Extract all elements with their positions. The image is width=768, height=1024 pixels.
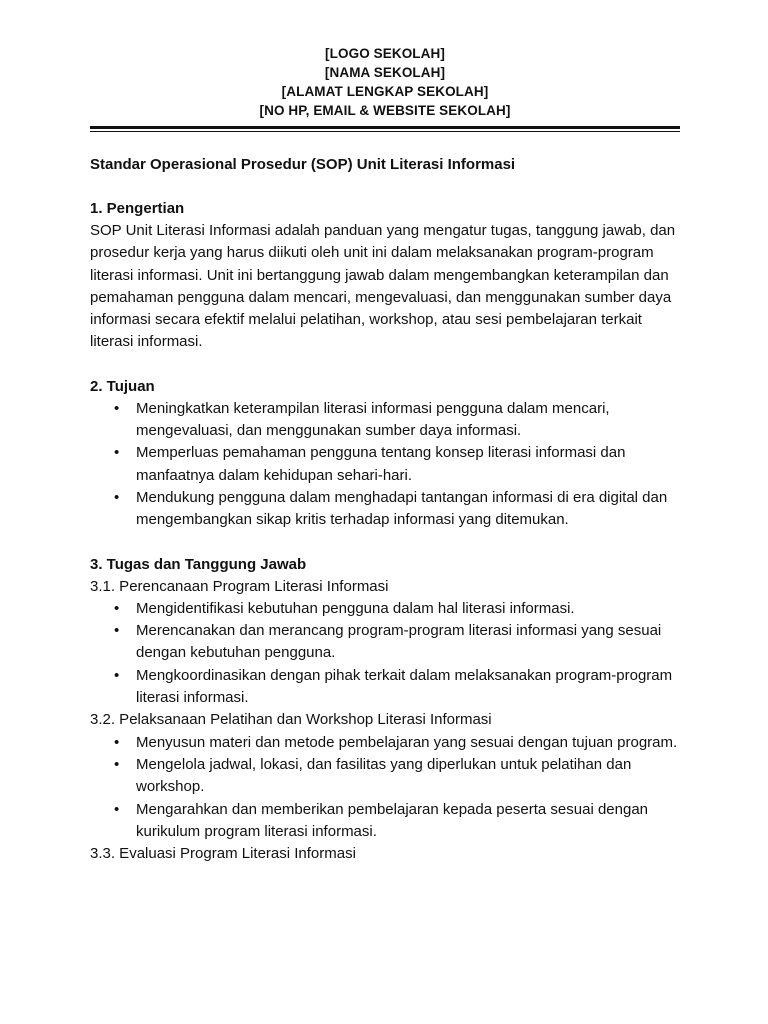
bullet-icon: • <box>114 399 120 417</box>
list-item-text: Menyusun materi dan metode pembelajaran yang sesuai dengan tujuan program. <box>136 733 678 751</box>
list-item-text: Merencanakan dan merancang program-program literasi informasi yang sesuai dengan kebutuhan pengguna. <box>136 622 662 662</box>
spacer <box>90 354 680 376</box>
bullet-icon: • <box>114 755 120 773</box>
letterhead-divider <box>90 126 680 132</box>
school-logo-placeholder: [LOGO SEKOLAH] <box>325 46 445 61</box>
bullet-list <box>90 732 680 843</box>
school-contact: [NO HP, EMAIL & WEBSITE SEKOLAH] <box>259 103 511 118</box>
list-item-text: Mengkoordinasikan dengan pihak terkait dalam melaksanakan program-program literasi informasi. <box>136 666 673 707</box>
list-item-text: Mengelola jadwal, lokasi, dan fasilitas yang diperlukan untuk pelatihan dan workshop. <box>136 755 632 796</box>
list-item <box>90 442 680 487</box>
bullet-icon: • <box>114 599 120 617</box>
letterhead <box>90 44 680 132</box>
list-item-text: Meningkatkan keterampilan literasi informasi pengguna dalam mencari, mengevaluasi, dan menggunakan sumber daya informasi. <box>136 399 610 440</box>
spacer <box>90 532 680 554</box>
section-heading: 3. Tugas dan Tanggung Jawab <box>90 555 307 573</box>
school-name: [NAMA SEKOLAH] <box>324 65 446 80</box>
list-item <box>90 398 680 443</box>
bullet-icon: • <box>114 666 120 684</box>
section-body: SOP Unit Literasi Informasi adalah panduan yang mengatur tugas, tanggung jawab, dan prosedur kerja yang harus diikuti oleh unit ini dalam melaksanakan program-program literasi informasi. Unit ini bertanggung jawab dalam mengembangkan keterampilan dan pemahaman pengguna dalam mencari, mengevaluasi, dan menggunakan sumber daya informasi secara efektif melalui pelatihan, workshop, atau sesi pembelajaran terkait literasi informasi. <box>90 222 676 351</box>
bullet-icon: • <box>114 800 120 818</box>
subsection-heading: 3.1. Perencanaan Program Literasi Informasi <box>90 577 389 595</box>
bullet-icon: • <box>114 488 120 506</box>
list-item <box>90 754 680 799</box>
list-item <box>90 620 680 665</box>
subsection-heading: 3.3. Evaluasi Program Literasi Informasi <box>90 845 356 863</box>
subsection-heading: 3.2. Pelaksanaan Pelatihan dan Workshop Literasi Informasi <box>90 711 492 729</box>
section-heading: 1. Pengertian <box>90 200 185 217</box>
spacer <box>90 176 680 198</box>
section-tugas <box>90 554 680 866</box>
bullet-list <box>90 398 680 532</box>
document-page <box>90 44 680 865</box>
list-item-text: Mendukung pengguna dalam menghadapi tantangan informasi di era digital dan mengembangkan sikap kritis terhadap informasi yang ditemukan. <box>136 488 668 529</box>
bullet-icon: • <box>114 733 120 751</box>
document-title: Standar Operasional Prosedur (SOP) Unit Literasi Informasi <box>90 156 516 173</box>
bullet-icon: • <box>114 622 120 640</box>
bullet-list <box>90 598 680 709</box>
list-item-text: Mengarahkan dan memberikan pembelajaran kepada peserta sesuai dengan kurikulum program literasi informasi. <box>136 800 649 840</box>
section-tujuan <box>90 376 680 532</box>
list-item <box>90 665 680 710</box>
bullet-icon: • <box>114 444 120 462</box>
school-address: [ALAMAT LENGKAP SEKOLAH] <box>281 84 489 99</box>
section-heading: 2. Tujuan <box>90 377 155 395</box>
list-item <box>90 487 680 532</box>
section-pengertian <box>90 198 680 354</box>
list-item-text: Mengidentifikasi kebutuhan pengguna dalam hal literasi informasi. <box>136 599 575 617</box>
list-item <box>90 598 680 620</box>
list-item <box>90 732 680 754</box>
list-item <box>90 799 680 844</box>
list-item-text: Memperluas pemahaman pengguna tentang konsep literasi informasi dan manfaatnya dalam kehidupan sehari-hari. <box>136 444 626 484</box>
